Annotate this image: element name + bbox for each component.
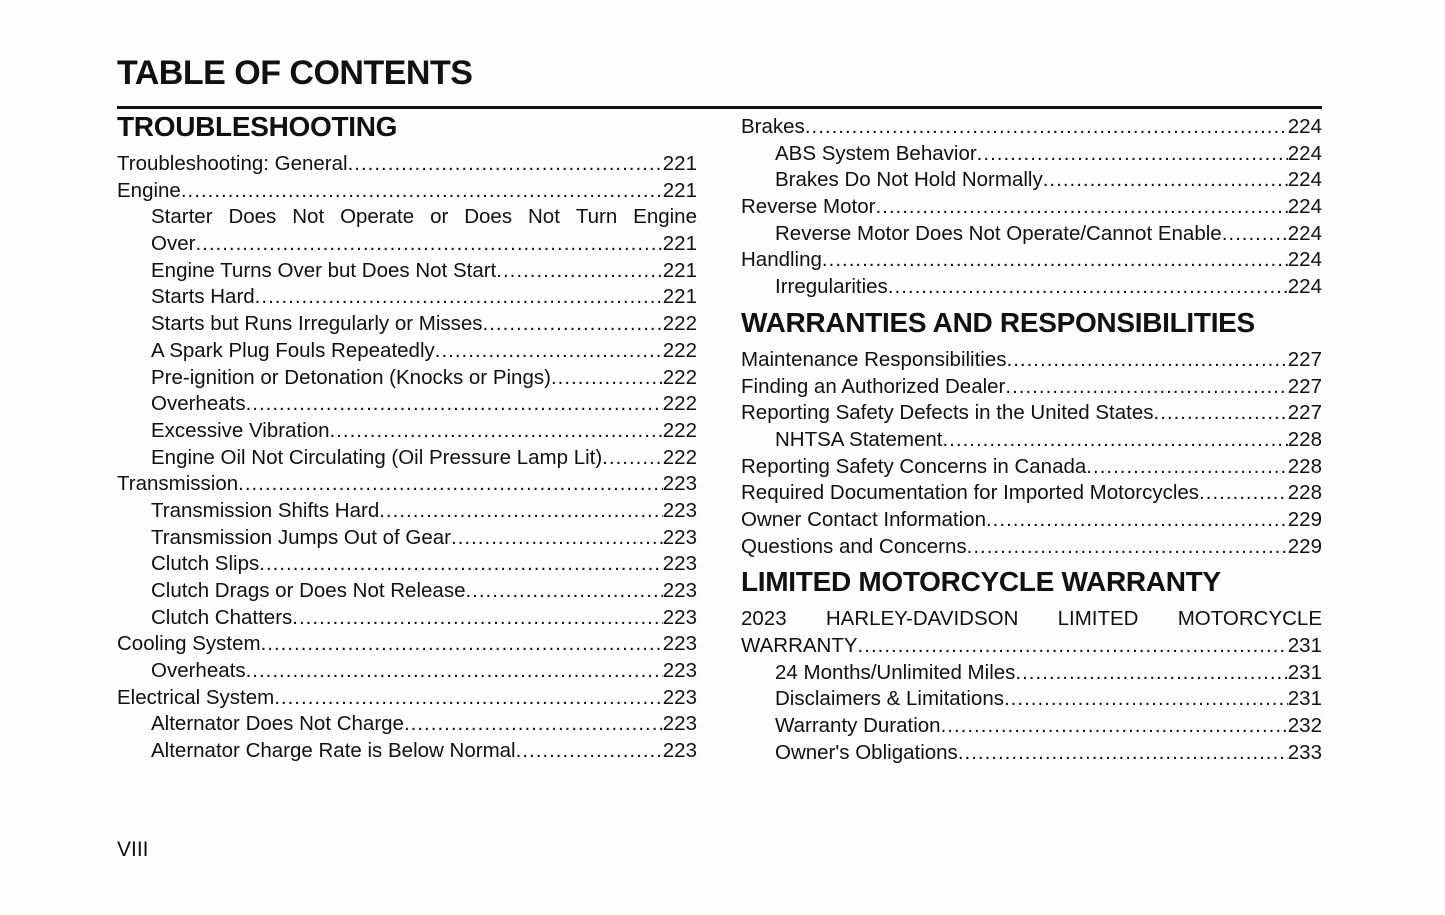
toc-entry[interactable]	[117, 551, 697, 578]
dot-leader	[1199, 480, 1288, 507]
toc-entry-label: WARRANTY	[741, 634, 858, 657]
dot-leader	[195, 231, 662, 258]
toc-entry-label: Transmission	[117, 472, 239, 496]
toc-entry[interactable]	[741, 274, 1322, 301]
toc-entry-label: Troubleshooting: General	[117, 152, 348, 175]
toc-entry-page: 223	[662, 739, 697, 763]
dot-leader	[348, 151, 663, 178]
toc-entry[interactable]	[741, 221, 1322, 248]
dot-leader	[941, 713, 1288, 740]
toc-entry-page: 223	[662, 579, 697, 602]
toc-entry-label: Transmission Shifts Hard	[151, 498, 380, 522]
left-column	[117, 110, 697, 765]
toc-entry-label: Pre-ignition or Detonation (Knocks or Pings)	[151, 365, 551, 389]
toc-entry[interactable]	[117, 738, 697, 765]
toc-entry-page: 228	[1287, 454, 1322, 478]
toc-entry-wrapped-line1[interactable]	[117, 204, 697, 231]
toc-entry[interactable]	[741, 347, 1322, 374]
toc-entry[interactable]	[117, 338, 697, 365]
toc-entry[interactable]	[741, 247, 1322, 274]
toc-entry[interactable]	[117, 605, 697, 632]
toc-entry-page: 227	[1287, 374, 1322, 398]
toc-entry-label: Brakes Do Not Hold Normally	[775, 168, 1043, 192]
dot-leader	[875, 194, 1287, 221]
toc-entry-label: Alternator Charge Rate is Below Normal	[151, 739, 516, 763]
toc-entry-page: 223	[662, 552, 697, 576]
toc-entry[interactable]	[117, 631, 697, 658]
toc-entry-page: 224	[1287, 168, 1322, 192]
dot-leader	[496, 258, 663, 285]
toc-entry[interactable]	[117, 418, 697, 445]
toc-entry-wrapped-line1[interactable]	[741, 606, 1322, 633]
dot-leader	[1007, 347, 1288, 374]
dot-leader	[238, 471, 663, 498]
toc-entry-page: 222	[662, 365, 697, 389]
toc-entry-page: 221	[662, 258, 697, 282]
dot-leader	[435, 338, 663, 365]
toc-entry[interactable]	[741, 686, 1322, 713]
dot-leader	[1043, 167, 1288, 194]
toc-entry-label: Engine	[117, 178, 181, 202]
toc-entry[interactable]	[117, 391, 697, 418]
toc-entry-label: Owner Contact Information	[741, 507, 986, 531]
toc-entry-page: 228	[1287, 427, 1322, 451]
toc-entry[interactable]	[741, 141, 1322, 168]
toc-entry-label: Finding an Authorized Dealer	[741, 374, 1006, 398]
dot-leader	[255, 284, 663, 311]
toc-entry-label: Alternator Does Not Charge	[151, 712, 404, 736]
toc-entry[interactable]	[117, 578, 697, 605]
toc-entry-label: Excessive Vibration	[151, 418, 330, 442]
toc-entry[interactable]	[741, 427, 1322, 454]
toc-entry-label: A Spark Plug Fouls Repeatedly	[151, 338, 435, 362]
dot-leader	[602, 445, 663, 472]
dot-leader	[1004, 686, 1288, 713]
word: LIMITED	[1057, 607, 1139, 631]
word: Does	[228, 205, 277, 229]
section-heading-limited-warranty: LIMITED MOTORCYCLE WARRANTY	[741, 566, 1221, 598]
toc-entry-label: Overheats	[151, 392, 246, 416]
toc-entry-label: Reverse Motor Does Not Operate/Cannot Enable	[775, 221, 1222, 245]
toc-entry-page: 221	[662, 152, 697, 175]
toc-entry-label: Required Documentation for Imported Motorcycles	[741, 481, 1200, 505]
toc-entry-page: 223	[662, 659, 697, 683]
toc-entry-page: 223	[662, 632, 697, 656]
toc-entry-label: Overheats	[151, 659, 246, 683]
dot-leader	[292, 605, 663, 632]
toc-entry[interactable]	[117, 471, 697, 498]
dot-leader	[259, 551, 663, 578]
toc-entry-label: ABS System Behavior	[775, 141, 977, 165]
dot-leader	[379, 498, 663, 525]
dot-leader	[516, 738, 663, 765]
word: 2023	[741, 607, 787, 631]
dot-leader	[551, 365, 663, 392]
toc-entry-label: Reporting Safety Defects in the United States	[741, 401, 1154, 425]
toc-entry-label: Engine Turns Over but Does Not Start	[151, 258, 497, 282]
toc-entry-page: 229	[1287, 534, 1322, 558]
dot-leader	[967, 534, 1288, 561]
toc-entry-label: Warranty Duration	[775, 714, 941, 738]
toc-entry[interactable]	[117, 365, 697, 392]
toc-entry-label: Clutch Slips	[151, 552, 260, 576]
toc-entry-page: 222	[662, 312, 697, 336]
dot-leader	[958, 740, 1288, 767]
toc-entry[interactable]	[741, 454, 1322, 481]
toc-entry[interactable]	[741, 114, 1322, 141]
toc-entry-label: Disclaimers & Limitations	[775, 687, 1004, 711]
toc-entry[interactable]	[741, 713, 1322, 740]
dot-leader	[451, 525, 663, 552]
page-title: TABLE OF CONTENTS	[117, 54, 473, 92]
word: or	[430, 205, 449, 229]
toc-entry[interactable]	[117, 311, 697, 338]
title-divider	[117, 106, 1322, 109]
dot-leader	[822, 247, 1288, 274]
toc-entry[interactable]	[117, 498, 697, 525]
toc-entry[interactable]	[741, 534, 1322, 561]
toc-entry-page: 222	[662, 338, 697, 362]
toc-entry-page: 231	[1287, 634, 1322, 657]
toc-entry-label: Cooling System	[117, 632, 261, 656]
word: Turn	[575, 205, 618, 229]
toc-entry-label: Brakes	[741, 115, 805, 138]
toc-entry[interactable]	[117, 445, 697, 472]
toc-entry-page: 222	[662, 445, 697, 469]
toc-entry[interactable]	[741, 400, 1322, 427]
toc-entry-label: Owner's Obligations	[775, 740, 958, 764]
toc-entry-page: 221	[662, 285, 697, 309]
dot-leader	[404, 711, 663, 738]
dot-leader	[942, 427, 1287, 454]
section-heading-troubleshooting: TROUBLESHOOTING	[117, 111, 398, 142]
toc-entry-page: 231	[1287, 660, 1322, 684]
toc-entry-label: Maintenance Responsibilities	[741, 347, 1007, 371]
word: Engine	[633, 205, 697, 229]
dot-leader	[888, 274, 1288, 301]
toc-entry[interactable]	[117, 151, 697, 178]
dot-leader	[1015, 660, 1287, 687]
dot-leader	[330, 418, 663, 445]
section-heading-warranties: WARRANTIES AND RESPONSIBILITIES	[741, 306, 1255, 338]
toc-entry[interactable]	[741, 194, 1322, 221]
toc-entry-page: 233	[1287, 740, 1322, 764]
toc-entry-label: NHTSA Statement	[775, 427, 943, 451]
toc-entry[interactable]	[741, 507, 1322, 534]
toc-entry-page: 223	[662, 472, 697, 496]
toc-entry-page: 224	[1287, 141, 1322, 165]
toc-entry[interactable]	[741, 660, 1322, 687]
toc-entry[interactable]	[117, 258, 697, 285]
toc-entry-page: 221	[662, 232, 697, 256]
toc-entry-page: 227	[1287, 347, 1322, 371]
toc-entry[interactable]	[741, 374, 1322, 401]
toc-entry-label: Transmission Jumps Out of Gear	[151, 525, 452, 549]
word: HARLEY-DAVIDSON	[825, 607, 1019, 631]
dot-leader	[1222, 221, 1288, 248]
toc-entry-label: Clutch Drags or Does Not Release	[151, 579, 466, 602]
dot-leader	[1154, 400, 1288, 427]
word: Operate	[340, 205, 415, 229]
right-column	[741, 114, 1322, 766]
dot-leader	[181, 178, 663, 205]
toc-entry-page: 224	[1287, 275, 1322, 299]
dot-leader	[1005, 374, 1287, 401]
toc-entry-label: Starts Hard	[151, 285, 255, 309]
toc-entry-label: Starts but Runs Irregularly or Misses	[151, 312, 483, 336]
toc-entry-page: 232	[1287, 714, 1322, 738]
toc-entry-page: 228	[1287, 481, 1322, 505]
toc-entry-label: Questions and Concerns	[741, 534, 967, 558]
word: Starter	[151, 205, 213, 229]
dot-leader	[465, 578, 662, 605]
toc-entry-label: Over	[151, 232, 196, 256]
toc-entry-page: 223	[662, 685, 697, 709]
toc-entry-page: 223	[662, 605, 697, 629]
toc-entry-label: Irregularities	[775, 275, 888, 299]
toc-entry[interactable]	[741, 480, 1322, 507]
dot-leader	[246, 658, 663, 685]
toc-entry[interactable]	[117, 658, 697, 685]
word: Does	[464, 205, 513, 229]
footer-page-number: VIII	[117, 838, 149, 861]
toc-entry-wrapped-line2[interactable]	[117, 231, 697, 258]
word: Not	[528, 205, 560, 229]
dot-leader	[274, 685, 663, 712]
toc-entry-label: Reporting Safety Concerns in Canada	[741, 454, 1087, 478]
toc-entry-label: Electrical System	[117, 685, 275, 709]
dot-leader	[246, 391, 663, 418]
toc-entry-page: 223	[662, 712, 697, 736]
toc-entry-page: 222	[662, 392, 697, 416]
dot-leader	[986, 507, 1288, 534]
toc-entry-page: 231	[1287, 687, 1322, 711]
toc-entry-page: 227	[1287, 401, 1322, 425]
toc-entry-page: 224	[1287, 195, 1322, 219]
toc-entry-label: 24 Months/Unlimited Miles	[775, 660, 1016, 684]
toc-entry[interactable]	[117, 284, 697, 311]
toc-entry-label: Handling	[741, 248, 822, 272]
toc-entry[interactable]	[117, 525, 697, 552]
toc-entry-wrapped-line2[interactable]	[741, 633, 1322, 660]
word: MOTORCYCLE	[1177, 607, 1322, 631]
toc-entry[interactable]	[117, 685, 697, 712]
word: Not	[292, 205, 325, 229]
toc-entry-page: 222	[662, 418, 697, 442]
dot-leader	[261, 631, 663, 658]
toc-entry-label: Engine Oil Not Circulating (Oil Pressure Lamp Lit)	[151, 445, 603, 469]
toc-entry[interactable]	[117, 711, 697, 738]
dot-leader	[805, 114, 1288, 141]
toc-entry-page: 223	[662, 498, 697, 522]
toc-entry[interactable]	[741, 167, 1322, 194]
dot-leader	[483, 311, 663, 338]
toc-entry-label: Clutch Chatters	[151, 605, 293, 629]
toc-entry-page: 223	[662, 525, 697, 549]
toc-entry-page: 224	[1287, 221, 1322, 245]
dot-leader	[977, 141, 1288, 168]
toc-entry-page: 224	[1287, 248, 1322, 272]
toc-entry-page: 224	[1287, 115, 1322, 138]
toc-entry[interactable]	[117, 178, 697, 205]
toc-entry-page: 229	[1287, 507, 1322, 531]
dot-leader	[858, 633, 1288, 660]
toc-entry-label: Reverse Motor	[741, 195, 876, 219]
dot-leader	[1086, 454, 1287, 481]
toc-entry-page: 221	[662, 178, 697, 202]
toc-entry[interactable]	[741, 740, 1322, 767]
